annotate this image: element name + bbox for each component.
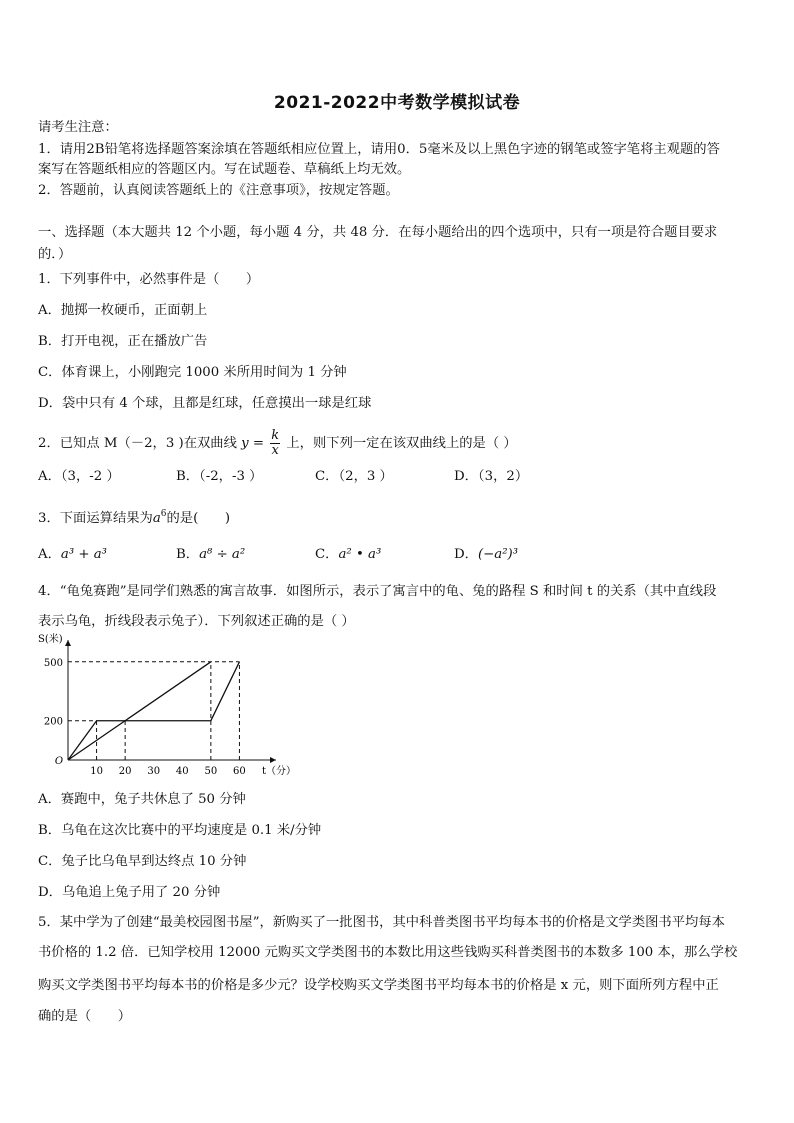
q2-stem-pre: 2．已知点 M（－2，3 )在双曲线 [38,436,242,451]
q5-stem-line-3: 购买文学类图书平均每本书的价格是多少元？设学校购买文学类图书平均每本书的价格是 x 元，则下面所列方程中正 [38,978,719,993]
q2-option-c: C．（2，3 ） [315,469,393,484]
q3-option-a-label: A． [38,547,61,562]
q4-chart [32,634,297,780]
notice-item-1-line-2: 案写在答题纸相应的答题区内。写在试题卷、草稿纸上均无效。 [38,162,411,177]
x-tick-label-50: 50 [204,766,218,777]
q1-option-d: D．袋中只有 4 个球，且都是红球，任意摸出一球是红球 [38,396,372,411]
q4-stem-line-2: 表示乌龟，折线段表示兔子）．下列叙述正确的是（ ） [38,614,355,629]
q3-option-b-expr: a⁸ ÷ a² [199,547,246,562]
q3-stem [38,504,230,529]
q3-option-c [315,545,381,565]
q2-y: y [241,436,249,451]
x-tick-label-40: 40 [175,766,189,777]
q3-option-d [454,545,518,565]
section-heading-line-2: 的．） [38,247,72,262]
q3-option-d-expr: (−a²)³ [477,547,519,562]
q2-fraction-denominator: x [271,443,279,458]
q2-stem-post: 上，则下列一定在该双曲线上的是（ ） [282,436,517,451]
q3-option-b-label: B． [176,547,200,562]
q4-option-b: B．乌龟在这次比赛中的平均速度是 0.1 米/分钟 [38,823,322,838]
q3-option-a [38,545,107,565]
notice-item-2: 2．答题前，认真阅读答题纸上的《注意事项》，按规定答题。 [38,183,399,198]
q4-option-c: C．兔子比乌龟早到达终点 10 分钟 [38,854,247,869]
q2-option-b: B．（-2，-3 ） [176,469,263,484]
x-axis-arrow [270,757,276,763]
q2-eq: = [248,436,269,451]
section-heading-line-1: 一、选择题（本大题共 12 个小题，每小题 4 分，共 48 分．在每小题给出的四个选项中，只有一项是符合题目要求 [38,225,718,240]
x-tick-label-60: 60 [233,766,246,777]
q1-option-b: B．打开电视，正在播放广告 [38,334,208,349]
q5-stem-line-1: 5．某中学为了创建“最美校园图书屋”，新购买了一批图书，其中科普类图书平均每本书的价格是文学类图书平均每本 [38,915,725,930]
q4-option-a: A．赛跑中，兔子共休息了 50 分钟 [38,792,246,807]
q5-stem-line-2: 书价格的 1.2 倍．已知学校用 12000 元购买文学类图书的本数比用这些钱购买科普类图书的本数多 100 本，那么学校 [38,945,738,960]
q5-stem-line-4: 确的是（ ） [38,1009,132,1024]
notice-heading: 请考生注意： [38,120,118,135]
x-tick-label-20: 20 [118,766,132,777]
x-axis-label: t（分） [262,766,297,777]
series-line-2 [68,662,239,760]
q1-option-c: C．体育课上，小刚跑完 1000 米所用时间为 1 分钟 [38,365,347,380]
x-tick-label-30: 30 [147,766,161,777]
q3-option-b [176,545,245,565]
q2-fraction-numerator: k [271,428,280,443]
q3-option-a-expr: a³ + a³ [60,547,108,562]
q2-option-a: A．（3，-2 ） [38,469,120,484]
q3-option-c-label: C． [315,547,339,562]
y-tick-label-200: 200 [43,716,63,728]
q3-option-d-label: D． [454,547,478,562]
q1-stem: 1．下列事件中，必然事件是（ ） [38,272,260,287]
q4-stem-line-1: 4．“龟兔赛跑”是同学们熟悉的寓言故事．如图所示，表示了寓言中的龟、兔的路程 S 和时间 t 的关系（其中直线段 [38,584,717,599]
q1-option-a: A．抛掷一枚硬币，正面朝上 [38,303,208,318]
page-title: 2021-2022中考数学模拟试卷 [273,93,521,113]
origin-label: O [54,756,64,767]
q3-stem-post: 的是( ) [166,511,231,526]
chart-layer [38,632,296,777]
q3-exponent: 6 [160,509,167,519]
q2-stem [38,429,517,458]
y-axis-arrow [65,640,71,646]
y-axis-label: S(米) [38,634,63,645]
y-tick-label-500: 500 [43,657,63,669]
q3-option-c-expr: a² • a³ [338,547,382,562]
q2-fraction [270,429,280,458]
q2-option-d: D．（3，2） [454,469,529,484]
q3-base: a [152,511,161,526]
notice-item-1-line-1: 1．请用2B铅笔将选择题答案涂填在答题纸相应位置上，请用0．5毫米及以上黑色字迹的钢笔或签字笔将主观题的答 [38,142,720,157]
q4-option-d: D．乌龟追上兔子用了 20 分钟 [38,885,221,900]
q3-stem-pre: 3．下面运算结果为 [38,511,153,526]
series-line-1 [68,662,211,760]
x-tick-label-10: 10 [90,766,103,777]
